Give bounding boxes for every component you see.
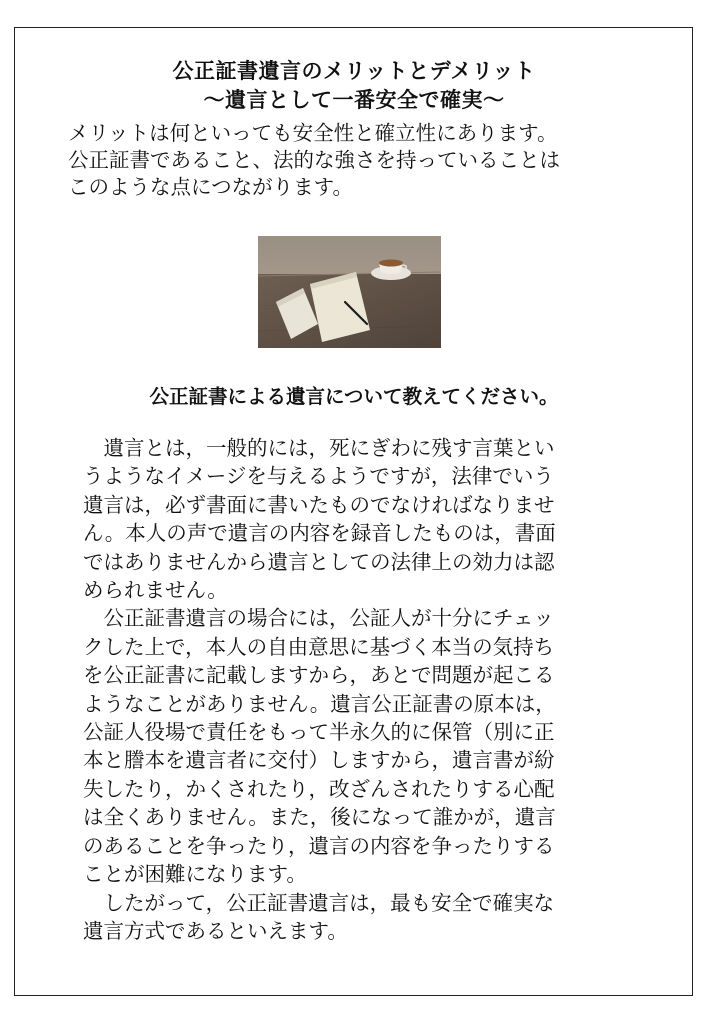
- answer-line: のあることを争ったり，遺言の内容を争ったりする: [83, 833, 555, 858]
- intro-line: メリットは何といっても安全性と確立性にあります。: [68, 121, 558, 145]
- answer-line: 公証人役場で責任をもって半永久的に保管（別に正: [83, 720, 555, 745]
- answer-line: 遺言とは，一般的には，死にぎわに残す言葉とい: [83, 436, 555, 460]
- answer-line: ではありませんから遺言としての法律上の効力は認: [83, 549, 555, 574]
- answer-line: 失したり，かくされたり，改ざんされたりする心配: [83, 776, 555, 801]
- desk-letter-coffee-photo: [258, 236, 441, 348]
- answer-line: ん。本人の声で遺言の内容を録音したものは，書面: [83, 521, 556, 546]
- answer-text: [83, 434, 643, 945]
- answer-line: は全くありません。また，後になって誰かが，遺言: [83, 805, 556, 830]
- answer-line: クした上で，本人の自由意思に基づく本当の気持ち: [83, 634, 555, 659]
- answer-line: 遺言は，必ず書面に書いたものでなければなりませ: [83, 492, 555, 517]
- answer-line: 公正証書遺言の場合には，公証人が十分にチェッ: [83, 606, 554, 631]
- intro-line: このような点につながります。: [68, 175, 353, 199]
- answer-line: められません。: [83, 578, 228, 603]
- answer-line: 遺言方式であるといえます。: [83, 918, 348, 943]
- page-title: 公正証書遺言のメリットとデメリット: [172, 59, 536, 83]
- page-subtitle: ～遺言として一番安全で確実～: [203, 88, 505, 112]
- answer-line: ようなことがありません。遺言公正証書の原本は，: [83, 691, 556, 716]
- answer-line: を公正証書に記載しますから，あとで問題が起こる: [83, 663, 555, 688]
- question-heading: 公正証書による遺言について教えてください。: [149, 385, 559, 408]
- answer-line: ことが困難になります。: [83, 862, 307, 887]
- answer-line: 本と謄本を遺言者に交付）しますから，遺言書が紛: [83, 748, 555, 773]
- intro-text: [68, 120, 648, 201]
- intro-line: 公正証書であること、法的な強さを持っていることは: [68, 148, 560, 172]
- answer-line: うようなイメージを与えるようですが，法律でいう: [83, 464, 554, 489]
- answer-line: したがって，公正証書遺言は，最も安全で確実な: [83, 890, 555, 915]
